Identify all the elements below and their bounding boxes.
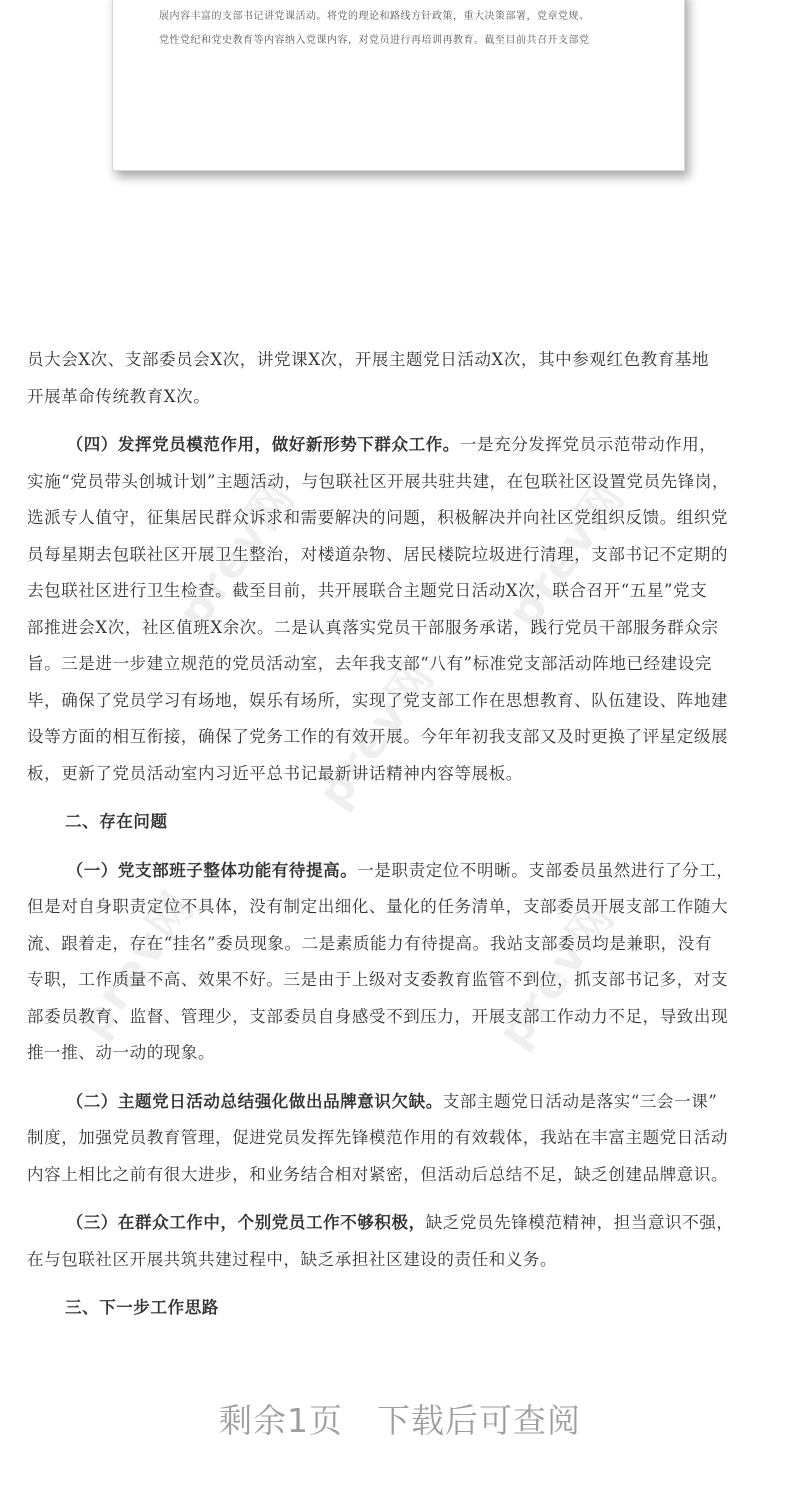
text-run: 一是充分发挥党员示范带动作用， — [459, 435, 717, 454]
problem-2-lines — [27, 1120, 775, 1193]
text-line: 旨。三是进一步建立规范的党员活动室，去年我支部“八有”标准党支部活动阵地已经建设完 — [27, 654, 712, 673]
text-line: 员大会X次、支部委员会X次，讲党课X次，开展主题党日活动X次，其中参观红色教育基地 — [27, 350, 710, 369]
text-line: 但是对自身职责定位不具体，没有制定出细化、量化的任务清单，支部委员开展支部工作随大 — [27, 897, 729, 916]
continuation-paragraph — [27, 342, 775, 415]
text-line: 部推进会X次，社区值班X余次。二是认真落实党员干部服务承诺，践行党员干部服务群众宗 — [27, 617, 719, 637]
problem-3-paragraph — [27, 1205, 775, 1242]
problem-1-paragraph — [27, 853, 775, 890]
watermark: prev网 — [168, 472, 305, 638]
watermark: prev网 — [68, 882, 205, 1048]
remaining-pages-label: 剩余1页 — [219, 1401, 343, 1440]
document-body — [27, 342, 775, 1327]
text-line: 专职，工作质量不高、效果不好。三是由于上级对支委教育监管不到位，抓支部书记多，对支 — [27, 970, 729, 989]
section-4-title: （四）发挥党员模范作用，做好新形势下群众工作。 — [66, 435, 460, 454]
text-line: 板，更新了党员活动室内习近平总书记最新讲话精神内容等展板。 — [27, 763, 523, 783]
problem-3-lines — [27, 1242, 775, 1279]
text-line: 实施“党员带头创城计划”主题活动，与包联社区开展共驻共建，在包联社区设置党员先锋岗， — [27, 471, 730, 491]
text-line: 推一推、动一动的现象。 — [27, 1043, 216, 1062]
text-line: 制度，加强党员教育管理，促进党员发挥先锋模范作用的有效载体，我站在丰富主题党日活动 — [27, 1128, 729, 1147]
problem-1-lines — [27, 889, 775, 1072]
text-run: 支部主题党日活动是落实“三会一课” — [442, 1091, 718, 1111]
text-line: 在与包联社区开展共筑共建过程中，缺乏承担社区建设的责任和义务。 — [27, 1249, 558, 1269]
watermark: prev网 — [488, 892, 625, 1058]
text-line: 毕，确保了党员学习有场地，娱乐有场所，实现了党支部工作在思想教育、队伍建设、阵地建 — [27, 690, 729, 710]
text-line: 员每星期去包联社区开展卫生整治，对楼道杂物、居民楼院垃圾进行清理，支部书记不定期的 — [27, 544, 729, 564]
watermark: prev网 — [308, 652, 445, 818]
text-line: 设等方面的相互衔接，确保了党务工作的有效开展。今年年初我支部又及时更换了评星定级展 — [27, 727, 729, 746]
section-4-paragraph — [27, 427, 775, 464]
problem-2-paragraph — [27, 1084, 775, 1121]
watermark: prev网 — [498, 472, 635, 638]
heading-problems: 二、存在问题 — [65, 812, 168, 831]
download-prompt-label: 下载后可查阅 — [377, 1401, 581, 1440]
section-4-lines — [27, 464, 775, 793]
preview-page-text — [159, 5, 654, 53]
text-run: 一是职责定位不明晰。支部委员虽然进行了分工， — [357, 860, 734, 880]
text-line: 去包联社区进行卫生检查。截至目前，共开展联合主题党日活动X次，联合召开“五星”党支 — [27, 581, 708, 600]
text-line: 开展革命传统教育X次。 — [27, 386, 211, 406]
heading-next-steps: 三、下一步工作思路 — [65, 1298, 219, 1317]
text-line: 流、跟着走，存在“挂名”委员现象。二是素质能力有待提高。我站支部委员均是兼职，没有 — [27, 933, 712, 953]
problem-1-title: （一）党支部班子整体功能有待提高。 — [66, 860, 358, 880]
text-run: 缺乏党员先锋模范精神，担当意识不强， — [425, 1213, 734, 1232]
problem-2-title: （二）主题党日活动总结强化做出品牌意识欠缺。 — [66, 1091, 443, 1111]
text-line: 内容上相比之前有很大进步，和业务结合相对紧密，但活动后总结不足，缺乏创建品牌意识。 — [27, 1164, 729, 1184]
preview-line: 党性党纪和党史教育等内容纳入党课内容，对党员进行再培训再教育。截至目前共召开支部党 — [159, 35, 590, 46]
text-line: 部委员教育、监督、管理少，支部委员自身感受不到压力，开展支部工作动力不足，导致出现 — [27, 1006, 729, 1026]
problem-3-title: （三）在群众工作中，个别党员工作不够积极， — [66, 1213, 426, 1232]
text-line: 选派专人值守，征集居民群众诉求和需要解决的问题，积极解决并向社区党组织反馈。组织党 — [27, 508, 729, 527]
preview-line: 展内容丰富的支部书记讲党课活动。将党的理论和路线方针政策，重大决策部署，党章党规、 — [159, 11, 590, 22]
download-to-view-banner[interactable] — [0, 1395, 800, 1442]
preview-page-card — [112, 0, 685, 171]
